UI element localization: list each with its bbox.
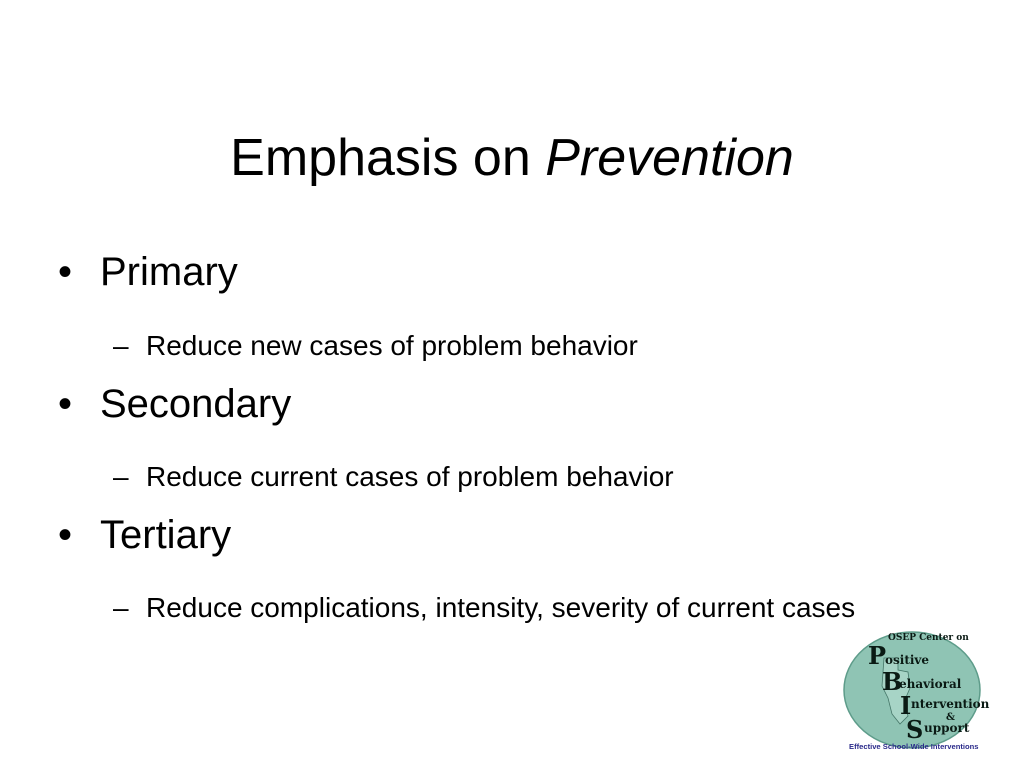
- logo-word-positive: ositive: [885, 653, 930, 667]
- title-text: Emphasis on: [230, 129, 546, 187]
- logo-footer: Effective School-Wide Interventions: [849, 742, 979, 751]
- sub-item-secondary: [113, 457, 943, 497]
- bullet-icon: •: [58, 382, 73, 426]
- sub-item-tertiary: [113, 588, 943, 628]
- slide-title: [0, 126, 1024, 190]
- logo-word-support: upport: [924, 721, 970, 735]
- logo-letter-p: P: [868, 641, 887, 670]
- logo-word-behavioral: ehavioral: [899, 677, 962, 691]
- logo-letter-s: S: [906, 715, 924, 744]
- pbis-logo: [838, 628, 1008, 752]
- sub-item-text: Reduce current cases of problem behavior: [146, 461, 674, 492]
- bullet-label: Primary: [100, 250, 238, 294]
- bullet-label: Tertiary: [100, 513, 232, 557]
- title-emphasis: Prevention: [545, 129, 794, 187]
- dash-icon: –: [113, 461, 129, 492]
- sub-item-primary: [113, 326, 943, 366]
- dash-icon: –: [113, 330, 129, 361]
- sub-item-text: Reduce new cases of problem behavior: [146, 330, 638, 361]
- logo-ampersand: &: [946, 712, 956, 723]
- bullet-label: Secondary: [100, 382, 292, 426]
- logo-letter-b: B: [882, 667, 903, 696]
- bullet-icon: •: [58, 250, 73, 294]
- dash-icon: –: [113, 592, 129, 623]
- logo-letter-i: I: [900, 691, 912, 720]
- sub-item-text: Reduce complications, intensity, severity of current cases: [146, 592, 856, 623]
- bullet-icon: •: [58, 513, 73, 557]
- logo-header: OSEP Center on: [888, 633, 969, 643]
- logo-word-intervention: ntervention: [911, 697, 990, 711]
